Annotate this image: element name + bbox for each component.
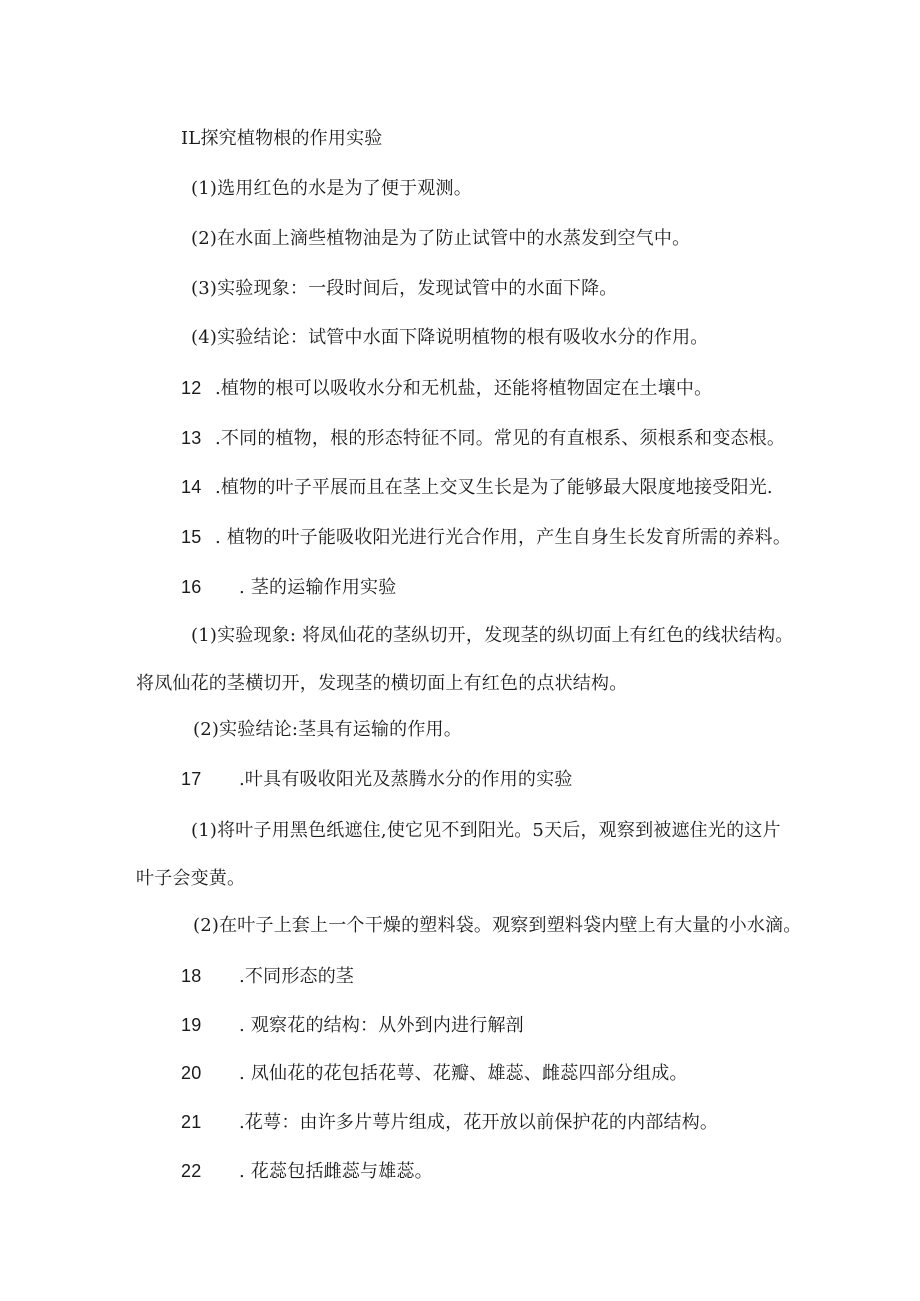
list-item — [191, 177, 472, 201]
list-item — [193, 718, 462, 742]
line-text: 叶子会变黄。 — [136, 868, 246, 889]
line-text: (2)在叶子上套上一个干燥的塑料袋。观察到塑料袋内壁上有大量的小水滴。 — [193, 915, 802, 936]
numbered-item — [181, 575, 396, 600]
numbered-item — [181, 1159, 433, 1184]
item-number: 22 — [181, 1161, 202, 1181]
item-number: 15 — [181, 527, 202, 547]
item-number: 12 — [181, 378, 202, 398]
list-item — [193, 914, 802, 938]
item-number: 19 — [181, 1015, 202, 1035]
numbered-item — [181, 376, 712, 401]
numbered-item — [181, 1110, 718, 1135]
item-number: 14 — [181, 477, 202, 497]
line-text: . 植物的叶子能吸收阳光进行光合作用，产生自身生长发育所需的养料。 — [215, 527, 792, 548]
numbered-item — [181, 475, 773, 500]
line-text: (2)实验结论:茎具有运输的作用。 — [193, 719, 462, 740]
line-text: (1)实验现象: 将凤仙花的茎纵切开，发现茎的纵切面上有红色的线状结构。 — [191, 625, 794, 646]
item-number: 21 — [181, 1112, 202, 1132]
line-text: . 凤仙花的花包括花萼、花瓣、雄蕊、雌蕊四部分组成。 — [239, 1063, 688, 1084]
line-text: IL探究植物根的作用实验 — [181, 128, 383, 149]
line-text: (1)将叶子用黑色纸遮住,使它见不到阳光。5天后，观察到被遮住光的这片 — [191, 820, 781, 841]
numbered-item — [181, 525, 791, 550]
numbered-item — [181, 1013, 524, 1038]
item-number: 16 — [181, 577, 202, 597]
paragraph-continuation — [136, 867, 245, 891]
heading-root-experiment — [181, 127, 382, 151]
list-item — [191, 326, 709, 350]
item-number: 13 — [181, 428, 202, 448]
line-text: (2)在水面上滴些植物油是为了防止试管中的水蒸发到空气中。 — [191, 228, 691, 249]
line-text: . 观察花的结构：从外到内进行解剖 — [239, 1015, 524, 1036]
list-item — [191, 819, 781, 843]
line-text: . 花蕊包括雌蕊与雄蕊。 — [239, 1161, 433, 1182]
item-number: 20 — [181, 1063, 202, 1083]
line-text: .植物的叶子平展而且在茎上交叉生长是为了能够最大限度地接受阳光. — [215, 477, 773, 498]
paragraph-continuation — [136, 672, 627, 696]
line-text: .植物的根可以吸收水分和无机盐，还能将植物固定在土壤中。 — [215, 378, 713, 399]
line-text: .叶具有吸收阳光及蒸腾水分的作用的实验 — [239, 769, 573, 790]
line-text: (4)实验结论：试管中水面下降说明植物的根有吸收水分的作用。 — [191, 327, 709, 348]
line-text: .花萼：由许多片萼片组成，花开放以前保护花的内部结构。 — [239, 1112, 719, 1133]
list-item — [191, 227, 690, 251]
item-number: 18 — [181, 966, 202, 986]
line-text: 将凤仙花的茎横切开，发现茎的横切面上有红色的点状结构。 — [136, 673, 628, 694]
numbered-item — [181, 1061, 688, 1086]
list-item — [191, 624, 793, 648]
item-number: 17 — [181, 769, 202, 789]
numbered-item — [181, 964, 354, 989]
line-text: (1)选用红色的水是为了便于观测。 — [191, 178, 472, 199]
line-text: .不同的植物，根的形态特征不同。常见的有直根系、须根系和变态根。 — [215, 428, 786, 449]
line-text: . 茎的运输作用实验 — [239, 577, 397, 598]
line-text: .不同形态的茎 — [239, 966, 355, 987]
numbered-item — [181, 426, 785, 451]
list-item — [191, 277, 618, 301]
line-text: (3)实验现象：一段时间后，发现试管中的水面下降。 — [191, 278, 618, 299]
numbered-item — [181, 767, 573, 792]
